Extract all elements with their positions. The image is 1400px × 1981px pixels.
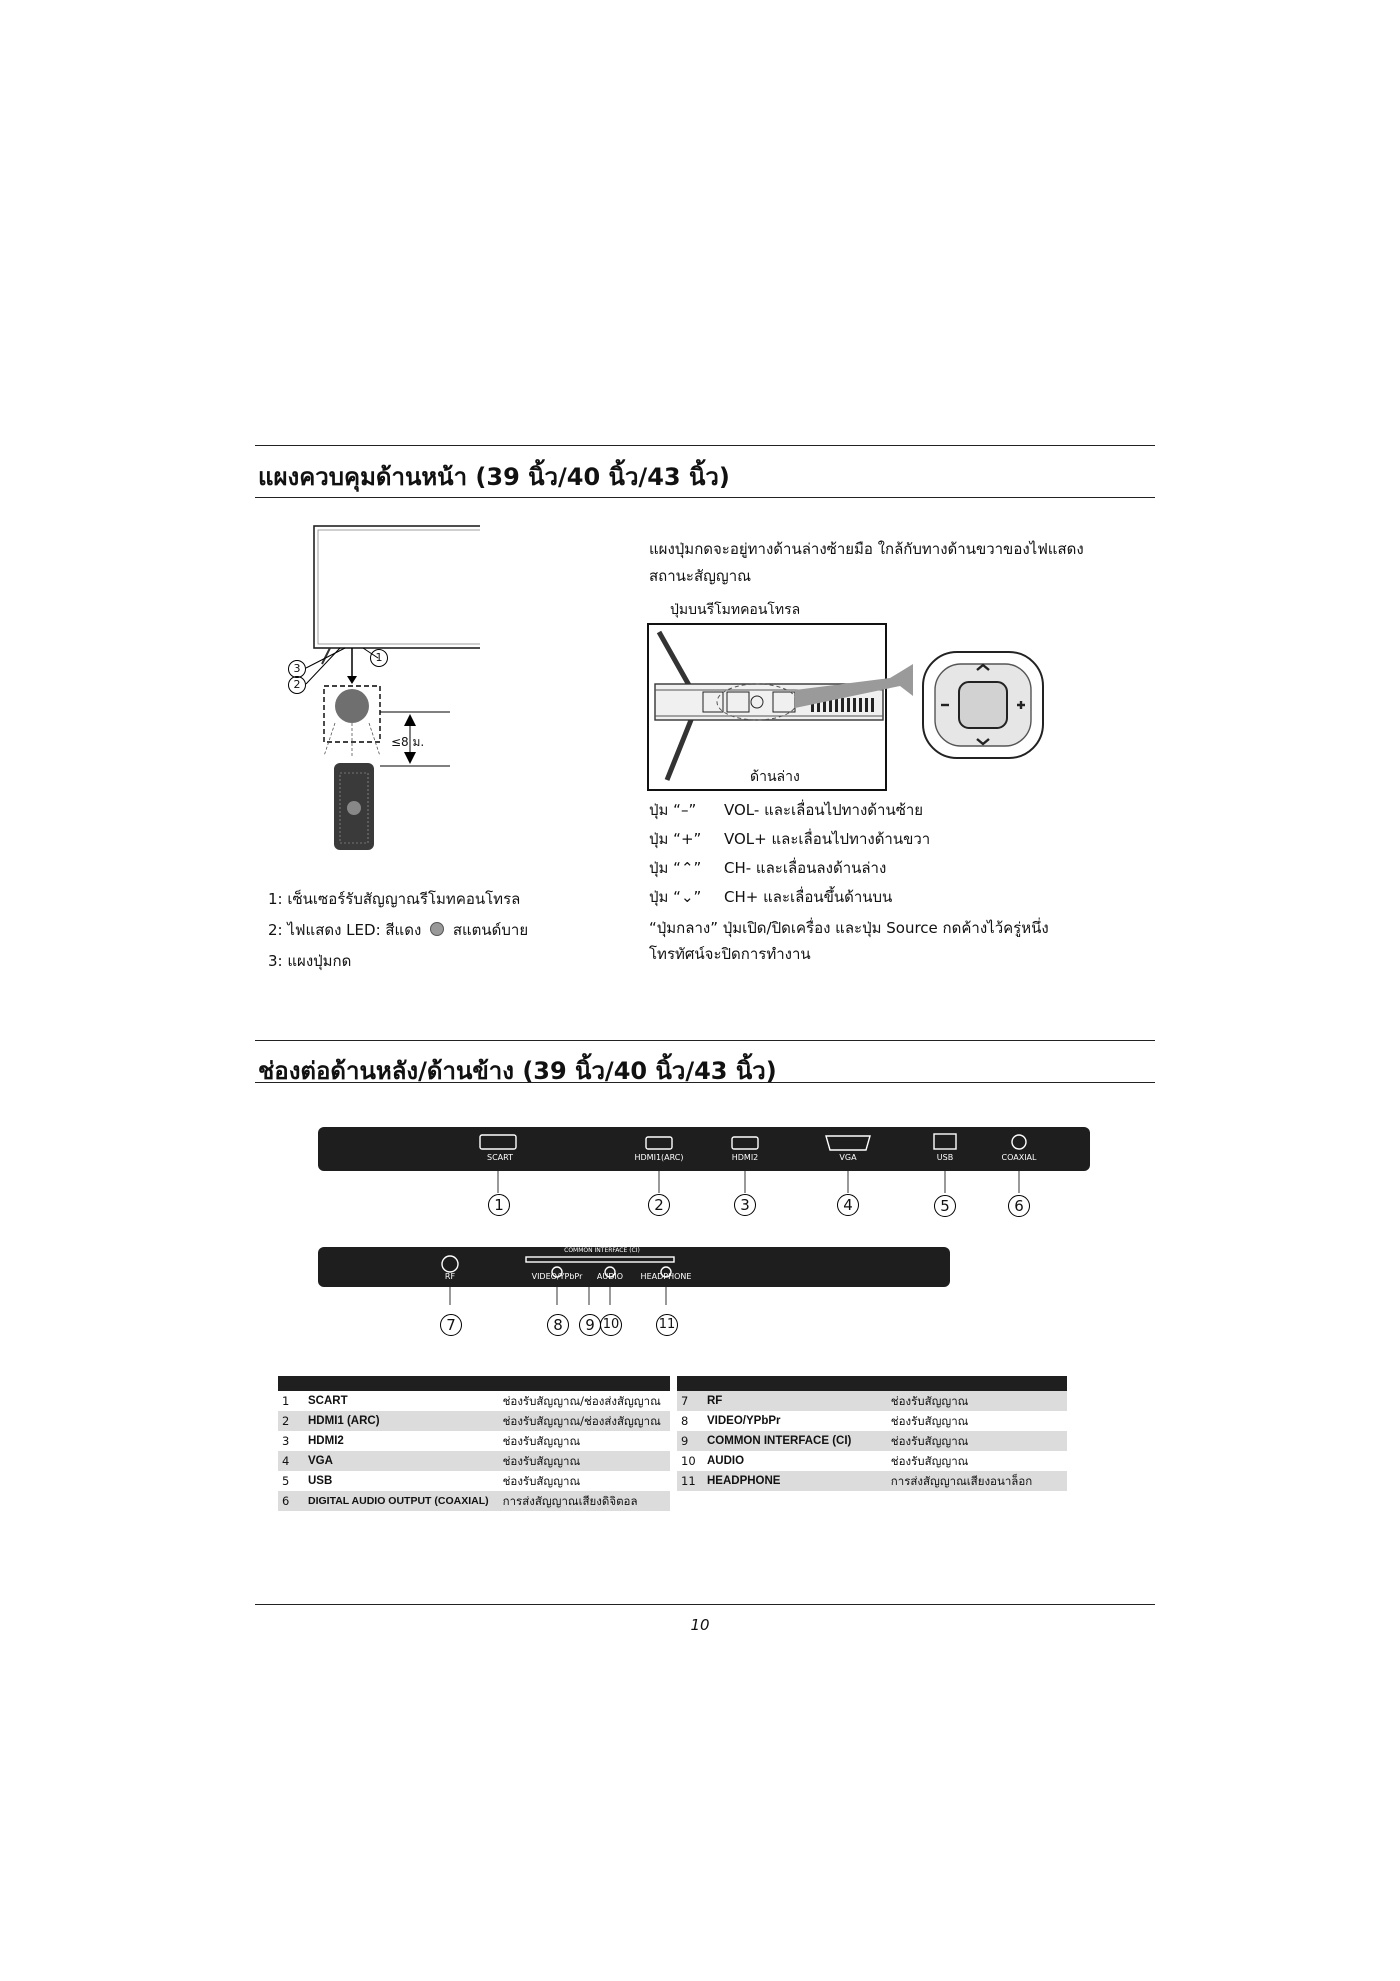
table-row: 6 DIGITAL AUDIO OUTPUT (COAXIAL) การส่งสัญญาณเสียงดิจิตอล	[278, 1491, 670, 1511]
title-underline	[255, 497, 1155, 498]
port-num-9: 9	[579, 1314, 601, 1336]
remote-buttons-caption: ปุ่มบนรีโมทคอนโทรล	[670, 602, 801, 618]
legend-1: 1: เซ็นเซอร์รับสัญญาณรีโมทคอนโทรล	[268, 890, 521, 908]
center-button-line1: “ปุ่มกลาง” ปุ่มเปิด/ปิดเครื่อง และปุ่ม Source กดค้างไว้ครู่หนึ่ง	[649, 919, 1049, 937]
standby-led-icon	[430, 922, 444, 936]
table-header	[677, 1376, 1067, 1391]
rear-panel-1	[316, 1125, 1096, 1225]
port-num-6: 6	[1008, 1195, 1030, 1217]
port-num-1: 1	[488, 1194, 510, 1216]
table-row: 2 HDMI1 (ARC) ช่องรับสัญญาณ/ช่องส่งสัญญาณ	[278, 1411, 670, 1431]
table-row: 4 VGA ช่องรับสัญญาณ	[278, 1451, 670, 1471]
port-num-2: 2	[648, 1194, 670, 1216]
callout-2: 2	[288, 676, 306, 694]
callout-3: 3	[288, 660, 306, 678]
table-row: 9 COMMON INTERFACE (CI) ช่องรับสัญญาณ	[677, 1431, 1067, 1451]
port-scart: SCART	[487, 1153, 513, 1162]
port-audio: AUDIO	[596, 1272, 624, 1281]
port-headphone: HEADPHONE	[640, 1272, 692, 1281]
rear-panel-2	[316, 1245, 956, 1325]
port-hdmi2: HDMI2	[731, 1153, 759, 1162]
port-num-11: 11	[656, 1314, 678, 1336]
keypad-illustration	[645, 620, 1065, 792]
port-num-3: 3	[734, 1194, 756, 1216]
port-vga: VGA	[839, 1153, 857, 1162]
port-coaxial: COAXIAL	[1001, 1153, 1037, 1162]
table-row: 10 AUDIO ช่องรับสัญญาณ	[681, 1453, 969, 1468]
intro-text: แผงปุ่มกดจะอยู่ทางด้านล่างซ้ายมือ ใกล้กับทางด้านขวาของไฟแสดงสถานะสัญญาณ	[649, 540, 1084, 585]
port-ci-label: COMMON INTERFACE (CI)	[564, 1247, 640, 1254]
rear-title-underline	[255, 1082, 1155, 1083]
key-row-plus: ปุ่ม “+” VOL+ และเลื่อนไปทางด้านขวา	[649, 830, 931, 848]
key-row-down: ปุ่ม “⌄” CH+ และเลื่อนขึ้นด้านบน	[649, 888, 893, 906]
distance-label: ≤8 ม.	[391, 735, 425, 749]
table-row: 5 USB ช่องรับสัญญาณ	[282, 1473, 581, 1488]
port-hdmi1: HDMI1(ARC)	[634, 1153, 684, 1162]
tv-detail	[280, 518, 480, 858]
legend-2: 2: ไฟแสดง LED: สีแดง สแตนด์บาย	[268, 921, 529, 939]
bottom-caption: ด้านล่าง	[750, 769, 800, 785]
legend-3: 3: แผงปุ่มกด	[268, 952, 352, 970]
port-video: VIDEO/YPbPr	[531, 1272, 583, 1281]
port-num-5: 5	[934, 1195, 956, 1217]
rear-top-rule	[255, 1040, 1155, 1041]
section-rear-title: ช่องต่อด้านหลัง/ด้านข้าง (39 นิ้ว/40 นิ้ว/43 นิ้ว)	[258, 1057, 777, 1085]
table-row: 7 RF ช่องรับสัญญาณ	[677, 1391, 1067, 1411]
port-table-right	[677, 1376, 1067, 1491]
port-rf: RF	[444, 1272, 456, 1281]
top-rule	[255, 445, 1155, 446]
table-row: 1 SCART ช่องรับสัญญาณ/ช่องส่งสัญญาณ	[282, 1393, 661, 1408]
table-header	[278, 1376, 670, 1391]
footer-rule	[255, 1604, 1155, 1605]
port-num-10: 10	[600, 1314, 622, 1336]
center-button-line2: โทรทัศน์จะปิดการทำงาน	[649, 945, 811, 963]
table-row: 11 HEADPHONE การส่งสัญญาณเสียงอนาล็อก	[677, 1471, 1067, 1491]
port-num-8: 8	[547, 1314, 569, 1336]
key-row-up: ปุ่ม “⌃” CH- และเลื่อนลงด้านล่าง	[649, 859, 887, 877]
port-table-left	[278, 1376, 670, 1511]
port-usb: USB	[936, 1153, 954, 1162]
table-row: 3 HDMI2 ช่องรับสัญญาณ	[282, 1433, 581, 1448]
port-num-4: 4	[837, 1194, 859, 1216]
table-row: 8 VIDEO/YPbPr ช่องรับสัญญาณ	[681, 1413, 969, 1428]
key-row-minus: ปุ่ม “–” VOL- และเลื่อนไปทางด้านซ้าย	[649, 801, 924, 819]
section-front-title: แผงควบคุมด้านหน้า (39 นิ้ว/40 นิ้ว/43 นิ้ว)	[258, 463, 730, 491]
port-num-7: 7	[440, 1314, 462, 1336]
callout-1: 1	[370, 649, 388, 667]
page-number: 10	[690, 1616, 710, 1634]
